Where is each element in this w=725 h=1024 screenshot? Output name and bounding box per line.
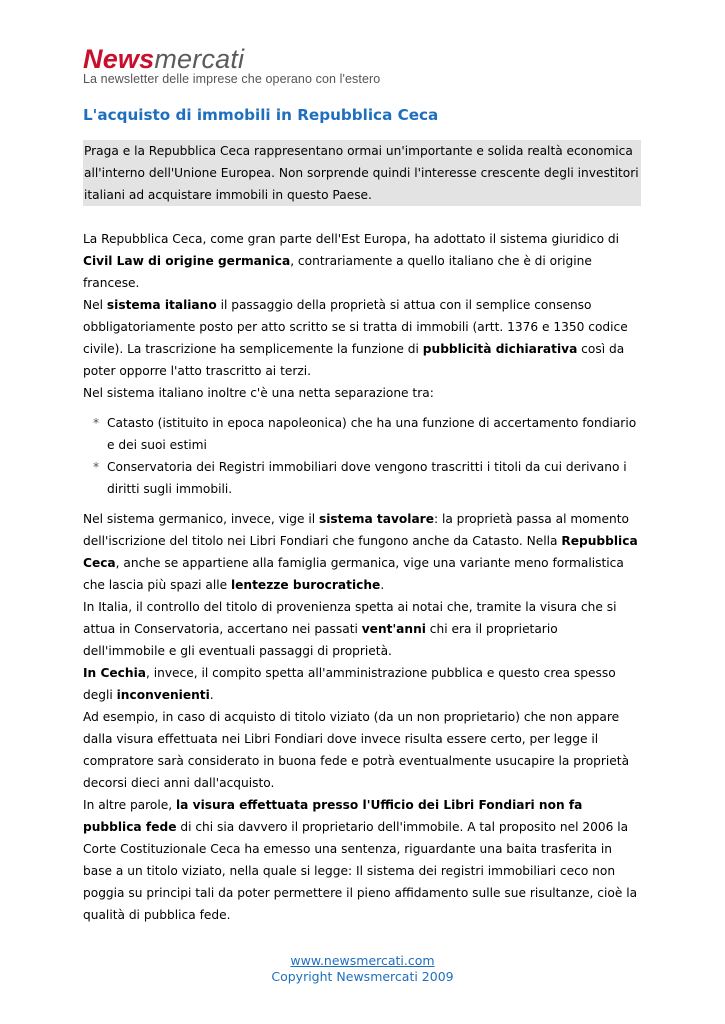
bullet-star-icon: * — [93, 460, 100, 474]
paragraph-example: Ad esempio, in caso di acquisto di titolo viziato (da un non proprietario) che non appare dalla visura effettuata nei Libri Fondiari dove invece risulta essere certo, per legge il compratore sarà considerato in buona fede e potrà eventualmente usucapire la proprietà decorsi dieci anni dall'acquisto. — [83, 710, 630, 790]
paragraph-italy-notaries: In Italia, il controllo del titolo di provenienza spetta ai notai che, tramite la visura che si attua in Conservatoria, accertano nei passati vent'anni chi era il proprietario dell'immobile e gli eventuali passaggi di proprietà. — [83, 600, 617, 658]
website-link[interactable]: www.newsmercati.com — [290, 953, 435, 968]
article-lead: Praga e la Repubblica Ceca rappresentano ormai un'importante e solida realtà economica all'interno dell'Unione Europea. Non sorprende quindi l'interesse crescente degli investitori italiani ad acquistare immobili in questo Paese. — [83, 140, 641, 206]
paragraph-italian-system: Nel sistema italiano il passaggio della proprietà si attua con il semplice consenso obbligatoriamente posto per atto scritto se si tratta di immobili (artt. 1376 e 1350 codice civile). La trascrizione ha semplicemente la funzione di pubblicità dichiarativa così da poter opporre l'atto trascritto ai terzi. — [83, 298, 628, 378]
brand-light: mercati — [154, 44, 245, 74]
paragraph-cechia: In Cechia, invece, il compito spetta all'amministrazione pubblica e questo crea spesso degli inconvenienti. — [83, 666, 616, 702]
bullet-star-icon: * — [93, 416, 100, 430]
separation-list — [83, 412, 641, 500]
paragraph-conclusion: In altre parole, la visura effettuata presso l'Ufficio dei Libri Fondiari non fa pubblica fede di chi sia davvero il proprietario dell'immobile. A tal proposito nel 2006 la Corte Costituzionale Ceca ha emesso una sentenza, riguardante una baita trasferita in base a un titolo viziato, nella quale si legge: Il sistema dei registri immobiliari ceco non poggia su principi tali da poter permettere il pieno affidamento sulle sue risultanze, cioè la qualità di pubblica fede. — [83, 798, 638, 922]
paragraph-german-system: Nel sistema germanico, invece, vige il sistema tavolare: la proprietà passa al momento dell'iscrizione del titolo nei Libri Fondiari che fungono anche da Catasto. Nella Repubblica Ceca, anche se appartiene alla famiglia germanica, vige una variante meno formalistica che lascia più spazi alle lentezze burocratiche. — [83, 512, 638, 592]
article-title: L'acquisto di immobili in Repubblica Ceca — [83, 106, 439, 124]
article-body — [83, 140, 641, 926]
brand-name — [83, 44, 380, 74]
page-footer — [0, 953, 725, 985]
paragraph-civil-law: La Repubblica Ceca, come gran parte dell'Est Europa, ha adottato il sistema giuridico di Civil Law di origine germanica, contrariamente a quello italiano che è di origine francese. — [83, 232, 620, 290]
copyright-text: Copyright Newsmercati 2009 — [271, 969, 454, 984]
brand-tagline: La newsletter delle imprese che operano con l'estero — [83, 72, 381, 86]
list-item: * Catasto (istituito in epoca napoleonica) che ha una funzione di accertamento fondiario e dei suoi estimi — [107, 412, 641, 456]
list-item: * Conservatoria dei Registri immobiliari dove vengono trascritti i titoli da cui derivano i diritti sugli immobili. — [107, 456, 641, 500]
newsletter-logo — [83, 44, 380, 86]
paragraph-separation: Nel sistema italiano inoltre c'è una netta separazione tra: — [83, 386, 434, 400]
brand-bold: News — [83, 44, 155, 74]
